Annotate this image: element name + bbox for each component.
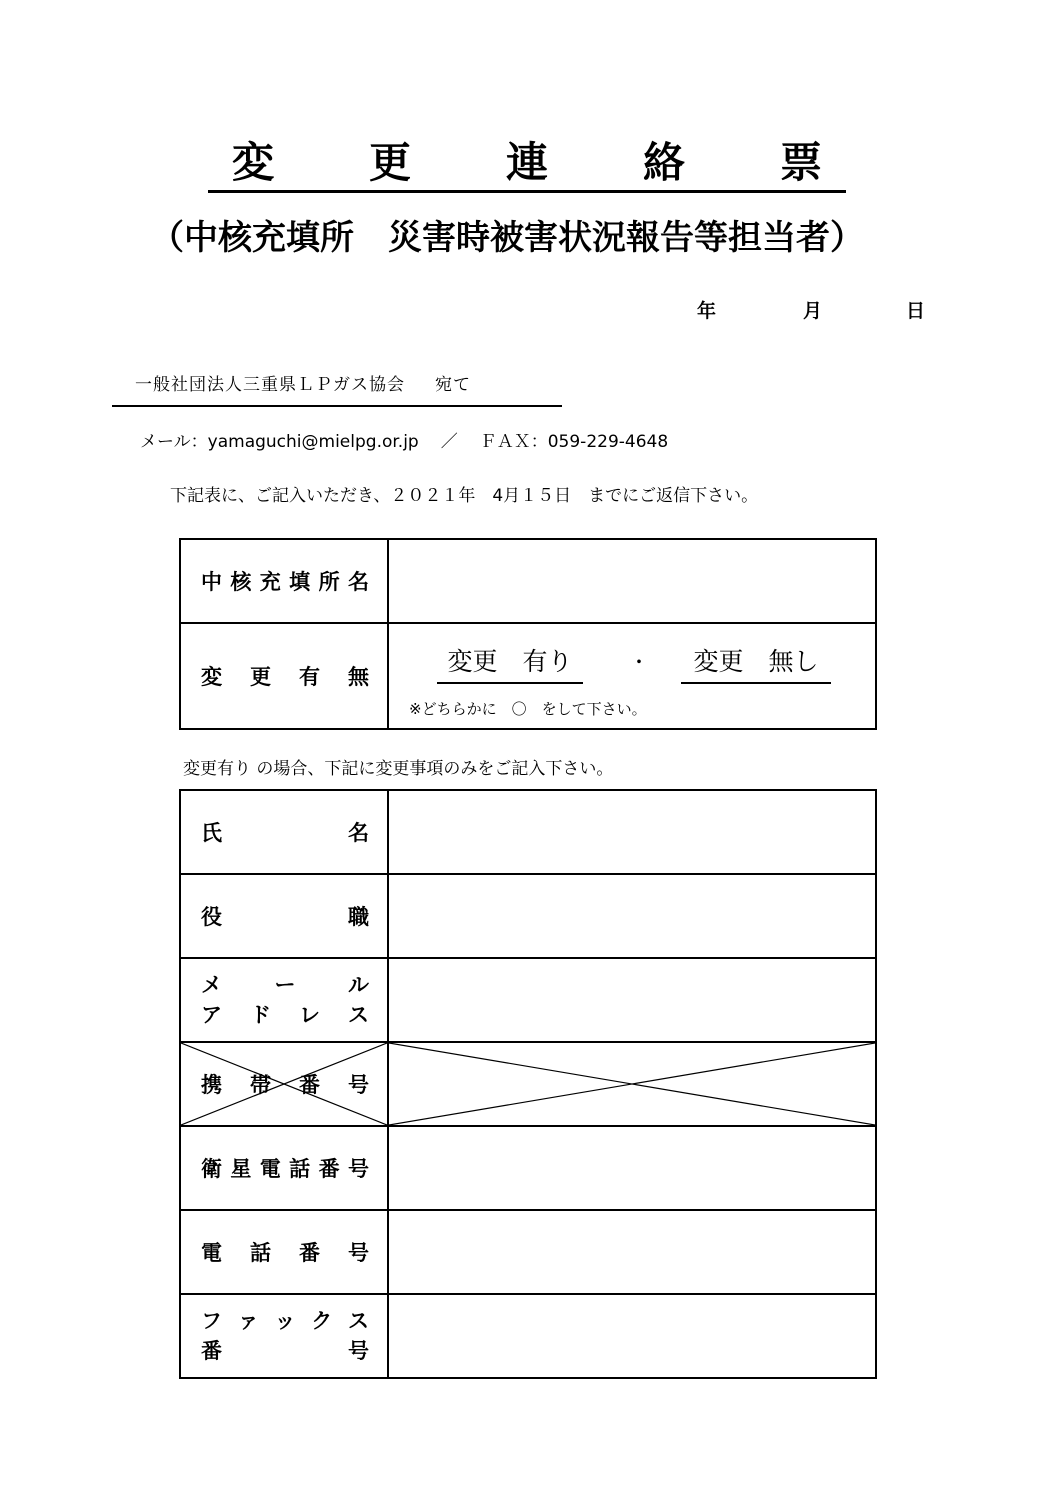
label-char: 填 (289, 570, 311, 594)
label-char: 核 (230, 570, 252, 594)
satellite-phone-label (180, 1126, 388, 1210)
position-field[interactable] (388, 874, 876, 958)
title-char: 変 (232, 138, 275, 187)
person-name-field[interactable] (388, 790, 876, 874)
table-row (180, 1042, 876, 1126)
fax-number-field[interactable] (388, 1294, 876, 1378)
date-day-label: 日 (906, 300, 926, 322)
fax-number-label (180, 1294, 388, 1378)
table-row (180, 539, 876, 623)
label-char: 氏 (201, 821, 222, 845)
label-char: 星 (230, 1157, 252, 1181)
label-char: 電 (259, 1157, 281, 1181)
change-status-field (388, 623, 876, 729)
label-char: 話 (289, 1157, 311, 1181)
contact-person-table (179, 789, 877, 1379)
label-char: 号 (348, 1241, 369, 1265)
label-char: 職 (348, 905, 369, 929)
addressee (135, 370, 471, 395)
label-char: 号 (348, 1339, 369, 1363)
label-char: 帯 (250, 1073, 271, 1097)
label-char: 号 (348, 1073, 369, 1097)
label-char: 話 (250, 1241, 271, 1265)
label-char: ス (348, 1309, 369, 1333)
facility-name-label (180, 539, 388, 623)
label-char: 役 (201, 905, 222, 929)
table-row (180, 1210, 876, 1294)
label-char: ス (348, 1003, 369, 1027)
label-char: 更 (250, 665, 271, 689)
circle-instruction: ※どちらかに 〇 をして下さい。 (409, 700, 647, 718)
label-char: ッ (274, 1309, 296, 1333)
facility-name-field[interactable] (388, 539, 876, 623)
contact-separator: ／ (440, 432, 458, 452)
addressee-name: 一般社団法人三重県ＬＰガス協会 (135, 375, 405, 395)
label-char: メ (201, 973, 222, 997)
contact-fax: ＦＡＸ：059-229-4648 (479, 432, 669, 452)
table-row (180, 1294, 876, 1378)
position-label (180, 874, 388, 958)
label-char: 衛 (201, 1157, 222, 1181)
title-char: 連 (505, 138, 548, 187)
satellite-phone-field[interactable] (388, 1126, 876, 1210)
option-separator: ・ (629, 650, 649, 674)
title-char: 票 (779, 138, 822, 187)
label-char: ド (250, 1003, 271, 1027)
label-char: 無 (348, 665, 369, 689)
table-row (180, 623, 876, 729)
phone-number-label (180, 1210, 388, 1294)
label-char: 有 (299, 665, 320, 689)
label-char: 中 (201, 570, 222, 594)
mobile-number-field (388, 1042, 876, 1126)
contact-line (140, 427, 668, 452)
mobile-number-label (180, 1042, 388, 1126)
option-change-yes[interactable]: 変更 有り (437, 642, 583, 684)
label-char: 番 (318, 1157, 340, 1181)
title-char: 更 (368, 138, 411, 187)
date-month-label: 月 (803, 300, 823, 322)
table-row (180, 1126, 876, 1210)
label-char: 番 (299, 1241, 320, 1265)
form-title (208, 132, 846, 188)
label-char: 充 (259, 570, 281, 594)
change-instruction: 変更有り の場合、下記に変更事項のみをご記入下さい。 (183, 759, 614, 779)
label-char: 変 (201, 665, 222, 689)
label-char: レ (299, 1003, 320, 1027)
label-char: ァ (237, 1309, 259, 1333)
label-char: フ (201, 1309, 222, 1333)
label-char: 番 (201, 1339, 222, 1363)
option-change-no[interactable]: 変更 無し (681, 642, 831, 684)
table-row (180, 874, 876, 958)
label-char: 所 (318, 570, 340, 594)
date-year-label: 年 (697, 300, 717, 322)
table-row (180, 790, 876, 874)
label-char: ク (311, 1309, 333, 1333)
addressee-underline (112, 405, 562, 407)
label-char: 号 (347, 1157, 369, 1181)
title-underline (208, 190, 846, 193)
title-char: 絡 (642, 138, 685, 187)
label-char: 名 (348, 821, 369, 845)
label-char: 名 (347, 570, 369, 594)
phone-number-field[interactable] (388, 1210, 876, 1294)
form-subtitle: （中核充填所 災害時被害状況報告等担当者） (150, 218, 864, 258)
label-char: 番 (299, 1073, 320, 1097)
label-char: 電 (201, 1241, 222, 1265)
contact-email: メール：yamaguchi@mielpg.or.jp (140, 432, 419, 452)
label-char: 携 (201, 1073, 222, 1097)
label-char: ー (274, 973, 296, 997)
change-status-label (180, 623, 388, 729)
email-address-label (180, 958, 388, 1042)
table-row (180, 958, 876, 1042)
person-name-label (180, 790, 388, 874)
request-text: 下記表に、ご記入いただき、２０２１年 4月１５日 までにご返信下さい。 (170, 486, 759, 506)
addressee-suffix: 宛て (435, 375, 471, 395)
email-address-field[interactable] (388, 958, 876, 1042)
facility-table (179, 538, 877, 730)
label-char: ル (348, 973, 369, 997)
strike-cross (389, 1043, 875, 1125)
label-char: ア (201, 1003, 222, 1027)
